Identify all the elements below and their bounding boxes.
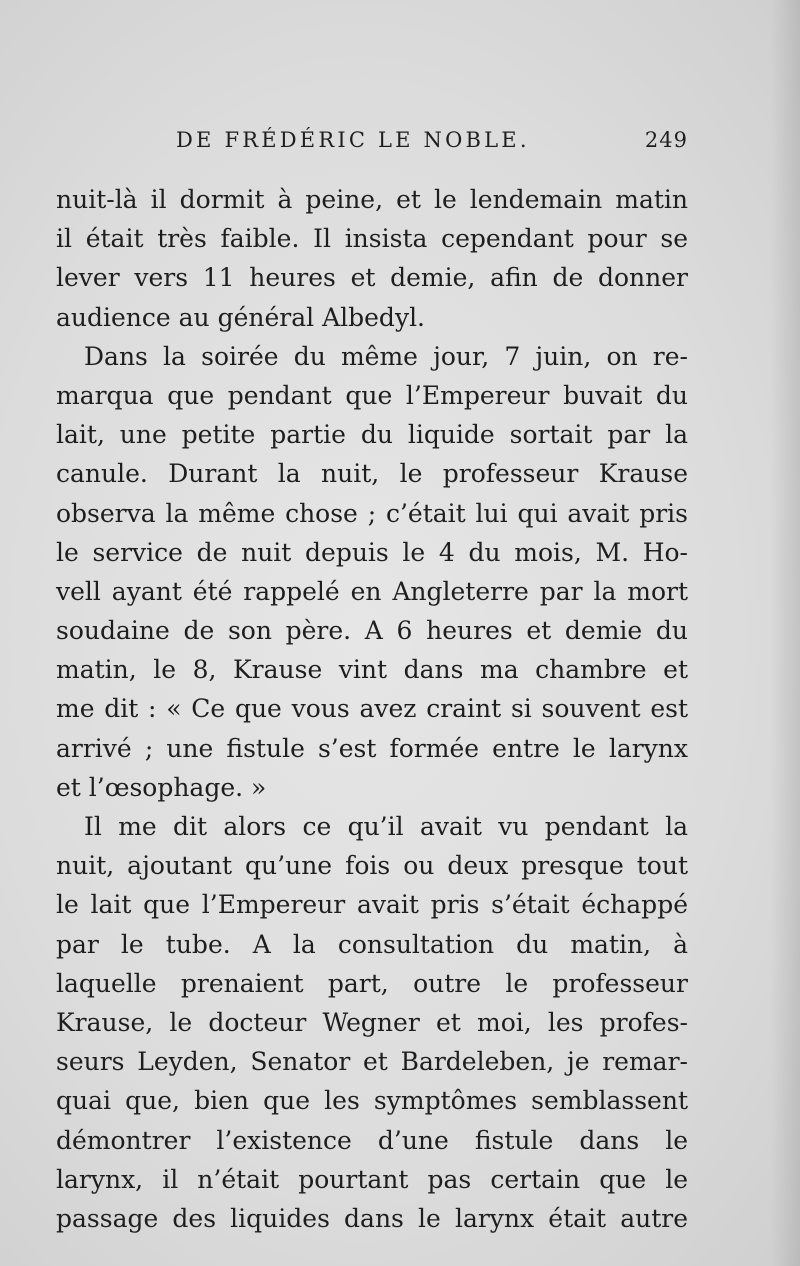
text-line: par le tube. A la consultation du matin, à xyxy=(56,929,688,959)
text-line: marqua que pendant que l’Empereur buvait du xyxy=(56,380,688,410)
text-line: nuit, ajoutant qu’une fois ou deux presque tout xyxy=(56,851,688,881)
text-line: et l’œsophage. » xyxy=(56,772,267,802)
text-line: démontrer l’existence d’une fistule dans le xyxy=(56,1125,688,1155)
text-line: laquelle prenaient part, outre le professeur xyxy=(56,968,688,998)
text-line: matin, le 8, Krause vint dans ma chambre et xyxy=(56,655,688,685)
text-line: Krause, le docteur Wegner et moi, les profes- xyxy=(56,1007,688,1037)
text-line: me dit : « Ce que vous avez craint si souvent est xyxy=(56,694,688,724)
text-line: observa la même chose ; c’était lui qui avait pris xyxy=(56,498,688,528)
text-line: passage des liquides dans le larynx était autre xyxy=(56,1203,688,1233)
text-line: vell ayant été rappelé en Angleterre par la mort xyxy=(56,576,688,606)
text-line: le service de nuit depuis le 4 du mois, M. Ho- xyxy=(56,537,688,567)
text-line: soudaine de son père. A 6 heures et demie du xyxy=(56,616,688,646)
body-text xyxy=(56,180,688,1238)
text-line: audience au général Albedyl. xyxy=(56,302,426,332)
page-number: 249 xyxy=(644,128,688,152)
text-line: canule. Durant la nuit, le professeur Krause xyxy=(56,459,688,489)
running-title: DE FRÉDÉRIC LE NOBLE. xyxy=(176,128,530,152)
paragraph-start-line: Dans la soirée du même jour, 7 juin, on re- xyxy=(84,341,688,371)
text-line: le lait que l’Empereur avait pris s’était échappé xyxy=(56,890,688,920)
text-line: nuit-là il dormit à peine, et le lendemain matin xyxy=(56,185,688,214)
text-line: quai que, bien que les symptômes semblassent xyxy=(56,1086,688,1116)
text-line: lait, une petite partie du liquide sortait par la xyxy=(56,420,688,450)
text-line: lever vers 11 heures et demie, afin de donner xyxy=(56,263,688,293)
text-line: il était très faible. Il insista cependant pour se xyxy=(56,224,688,254)
text-line: larynx, il n’était pourtant pas certain que le xyxy=(56,1164,688,1194)
text-line: seurs Leyden, Senator et Bardeleben, je remar- xyxy=(56,1047,688,1077)
text-line: arrivé ; une fistule s’est formée entre le larynx xyxy=(56,733,688,763)
page-header xyxy=(58,128,688,160)
paragraph-start-line: Il me dit alors ce qu’il avait vu pendant la xyxy=(84,812,688,841)
